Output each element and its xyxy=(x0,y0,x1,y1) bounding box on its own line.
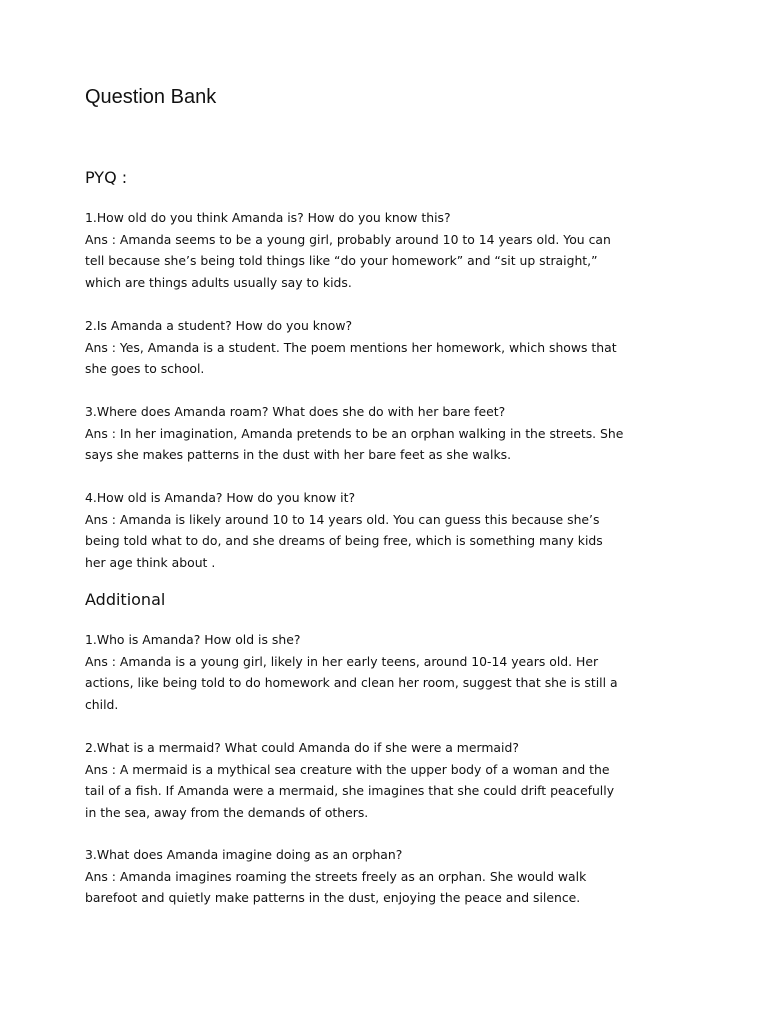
question-text: 1.Who is Amanda? How old is she? xyxy=(85,632,301,647)
question-text: 1.How old do you think Amanda is? How do you know this? xyxy=(85,210,451,225)
qa-item xyxy=(85,844,625,909)
qa-item xyxy=(85,401,625,466)
section-heading-additional: Additional xyxy=(85,590,166,609)
answer-text: Ans : In her imagination, Amanda pretends to be an orphan walking in the streets. She says she makes patterns in the dust with her bare feet as she walks. xyxy=(85,425,624,462)
answer-text: Ans : Amanda is a young girl, likely in her early teens, around 10-14 years old. Her actions, like being told to do homework and clean her room, suggest that she is still a child. xyxy=(85,653,618,712)
qa-item xyxy=(85,487,625,573)
question-text: 4.How old is Amanda? How do you know it? xyxy=(85,490,356,505)
question-text: 3.Where does Amanda roam? What does she do with her bare feet? xyxy=(85,404,506,419)
answer-text: Ans : Yes, Amanda is a student. The poem mentions her homework, which shows that she goes to school. xyxy=(85,339,617,376)
answer-text: Ans : Amanda seems to be a young girl, probably around 10 to 14 years old. You can tell because she’s being told things like “do your homework” and “sit up straight,” which are things adults usually say to kids. xyxy=(85,231,611,290)
qa-item xyxy=(85,629,625,715)
question-text: 3.What does Amanda imagine doing as an orphan? xyxy=(85,847,403,862)
answer-text: Ans : Amanda is likely around 10 to 14 years old. You can guess this because she’s being told what to do, and she dreams of being free, which is something many kids her age think about . xyxy=(85,511,603,570)
qa-item xyxy=(85,315,625,380)
qa-item xyxy=(85,207,625,293)
question-text: 2.Is Amanda a student? How do you know? xyxy=(85,318,353,333)
question-text: 2.What is a mermaid? What could Amanda do if she were a mermaid? xyxy=(85,740,519,755)
qa-item xyxy=(85,737,625,823)
answer-text: Ans : Amanda imagines roaming the streets freely as an orphan. She would walk barefoot and quietly make patterns in the dust, enjoying the peace and silence. xyxy=(85,868,587,905)
page-title: Question Bank xyxy=(85,86,217,108)
section-heading-pyq: PYQ : xyxy=(85,168,128,187)
answer-text: Ans : A mermaid is a mythical sea creature with the upper body of a woman and the tail of a fish. If Amanda were a mermaid, she imagines that she could drift peacefully in the sea, away from the demands of others. xyxy=(85,761,615,820)
